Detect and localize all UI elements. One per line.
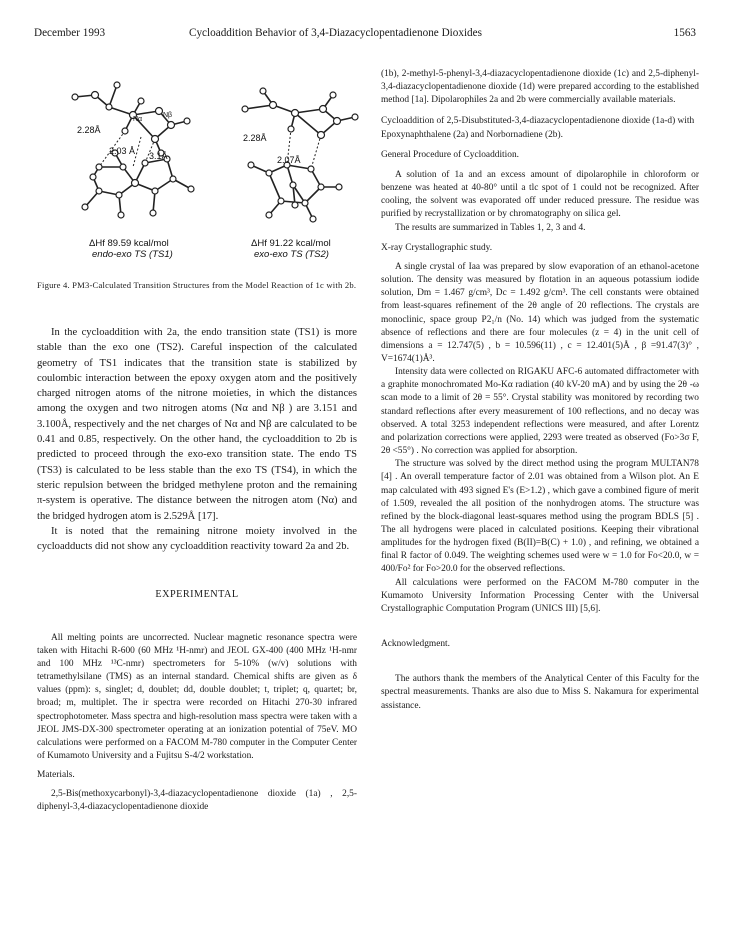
running-header: [34, 27, 696, 45]
paragraph-crystal: A single crystal of Iaa was prepared by slow evaporation of an ethanol-acetone solution. The density was measured by flotation in an aqueous potassium iodide solution, Dm = 1.467 g/cm³, Dc = 1.492 g/cm³. The cell constants were obtained from least-squares refinement of the 2θ angle of 20 reflections. The crystals are monoclinic, space group P2₁/n (No. 14) which was judged from the systematic absence of reflections and there are four molecules (z = 4) in the unit cell of dimensions a = 12.747(5) , b = 10.596(11) , c = 12.401(5)Å , β =91.47(3)° , V=1674(1)Å³.: [381, 261, 699, 364]
subheading-cycloaddition: Cycloaddition of 2,5-Disubstituted-3,4-diazacyclopentadienone dioxide (1a-d) with Epoxynaphthalene (2a) and Norbornadiene (2b).: [381, 116, 695, 140]
n-beta-label: Nβ: [163, 112, 173, 119]
paragraph-ts-discussion: In the cycloaddition with 2a, the endo transition state (TS1) is more stable than the exo one (TS2). Careful inspection of the calculated geometry of TS1 indicates that the transition state is stabilized by coulombic interaction between the epoxy oxygen atom and the positively charged nitrogen atoms of the nitrone moieties, in which the distances among the oxygen and two nitrogen atoms (Nα and Nβ ) are 3.151 and 3.100Å, respectively and the net charges of Nα and Nβ are calculated to be 0.41 and 0.85, respectively. On the other hand, the cycloaddition to 2b is predicted to proceed through the exo-exo transition state. The endo TS (TS3) is calculated to be less stable than the exo TS (TS4), in which the steric repulsion between the bridged methylene proton and the remaining π-system is operative. The distance between the nitrogen atom (Nα) and the bridged hydrogen atom is 2.529Å [17].: [37, 327, 357, 522]
section-heading-experimental: EXPERIMENTAL: [155, 589, 239, 601]
header-title: Cycloaddition Behavior of 3,4-Diazacyclopentadienone Dioxides: [189, 27, 482, 39]
figure-caption: Figure 4. PM3-Calculated Transition Structures from the Model Reaction of 1c with 2b.: [37, 280, 357, 290]
distance-label-ts1-b: 2.03 Å: [109, 146, 136, 156]
figure-4-transition-structures: [37, 55, 362, 305]
subheading-xray: X-ray Crystallographic study.: [381, 242, 493, 253]
paragraph-acknowledgment: The authors thank the members of the Analytical Center of this Faculty for the spectral measurements. Thanks are also due to Miss S. Nakamura for experimental assistance.: [381, 674, 699, 711]
distance-label-ts1-a: 2.28Å: [77, 125, 101, 135]
paragraph-calculations: All calculations were performed on the FACOM M-780 computer in the Kumamoto University Information Processing Center with the Universal Crystallographic Computation Program (UNICS III) [5,6].: [381, 577, 699, 614]
n-alpha-label: Nα: [133, 116, 143, 123]
ts1-name: endo-exo TS (TS1): [92, 249, 173, 260]
paragraph-intensity: Intensity data were collected on RIGAKU AFC-6 automated diffractometer with a graphite monochromated Mo-Kα radiation (40 kV-20 mA) and by using the 2θ -ω scan mode to a limit of 2θ = 55°. Crystal stability was monitored by recording two standard reflections after every measurement of 100 reflections, and no decay was observed. A total 3253 independent reflections were measured, and after Lorentz and polarization corrections were applied, 2293 were treated as observed (Fo>3σ F, 2θ <55°) . No correction was applied for absorption.: [381, 367, 699, 457]
molecular-drawings: [37, 55, 362, 280]
paragraph-remaining-nitrone: It is noted that the remaining nitrone moiety involved in the cycloadducts did not show any cycloaddition reactivity toward 2a and 2b.: [37, 525, 357, 553]
distance-label-ts2-b: 2.07Å: [277, 155, 301, 165]
right-column: [381, 68, 699, 713]
paragraph-materials-cont: (1b), 2-methyl-5-phenyl-3,4-diazacyclopentadienone dioxide (1c) and 2,5-diphenyl-3,4-diazacyclopentadienone dioxide (1d) were prepared according to the established method [1a]. Dipolarophiles 2a and 2b were commercially available materials.: [381, 69, 699, 106]
ts2-energy: ΔHf 91.22 kcal/mol: [251, 238, 331, 249]
paragraph-methods: All melting points are uncorrected. Nuclear magnetic resonance spectra were taken with Hitachi R-600 (60 MHz ¹H-nmr) and JEOL GX-400 (400 MHz ¹H-nmr and 100 MHz ¹³C-nmr) spectrometers for 5-10% (w/v) solutions with tetramethylsilane (TMS) as an internal standard. Chemical shifts are given as δ values (ppm): s, singlet; d, doublet; dd, double doublet; t, triplet; q, quartet; br, broad; m, multiplet. The ir spectra were recorded on Hitachi 270-30 infrared spectrophotometer. Mass spectra and high-resolution mass spectra were taken with a JEOL JMS-DX-300 spectrometer operating at an ionization potential of 75eV. MO calculations were performed on a FACOM M-780 computer in the Computer Center of Kumamoto University and a Fujitsu S-4/2 workstation.: [37, 632, 357, 762]
subheading-acknowledgment: Acknowledgment.: [381, 639, 450, 650]
paragraph-procedure: A solution of 1a and an excess amount of dipolarophile in chloroform or benzene was heated at 40-80° until a tlc spot of 1 could not be recognized. After cooling, the solvent was evaporated off under reduced pressure. The residue was purified by recrystallization or by chromatography on silica gel.: [381, 169, 699, 220]
paragraph-results: The results are summarized in Tables 1, 2, 3 and 4.: [395, 222, 586, 233]
distance-label-ts1-c: 3.1Å: [149, 151, 168, 161]
subheading-materials: Materials.: [37, 770, 75, 781]
paragraph-materials: 2,5-Bis(methoxycarbonyl)-3,4-diazacyclopentadienone dioxide (1a) , 2,5-diphenyl-3,4-diazacyclopentadienone dioxide: [37, 789, 357, 813]
ts1-energy: ΔHf 89.59 kcal/mol: [89, 238, 169, 249]
paragraph-structure: The structure was solved by the direct method using the program MULTAN78 [4] . An overall temperature factor of 2.01 was obtained from a Wilson plot. An E map calculated with 493 signed E's (E>1.2) , which gave a combined figure of merit of 1.509, revealed the all position of the nonhydrogen atoms. The structure was refined by the block-diagonal least-squares method using the program BDLS [5] . The all hydrogens were placed in calculated positions. Keeping their vibrational amplitudes for the hydrogen fixed (B(II)=B(C) + 1.0) , and refining, we obtained a final R factor of 0.049. The weighting schemes used were w = 1.0 for Fo<20.0, w = 400/Fo² for Fo>20.0 for the observed reflections.: [381, 459, 699, 575]
page-number: 1563: [673, 27, 696, 39]
ts2-name: exo-exo TS (TS2): [254, 249, 329, 260]
distance-label-ts2-a: 2.28Å: [243, 133, 267, 143]
header-date: December 1993: [34, 27, 106, 39]
left-column: [37, 325, 357, 815]
subheading-general-procedure: General Procedure of Cycloaddition.: [381, 149, 519, 160]
